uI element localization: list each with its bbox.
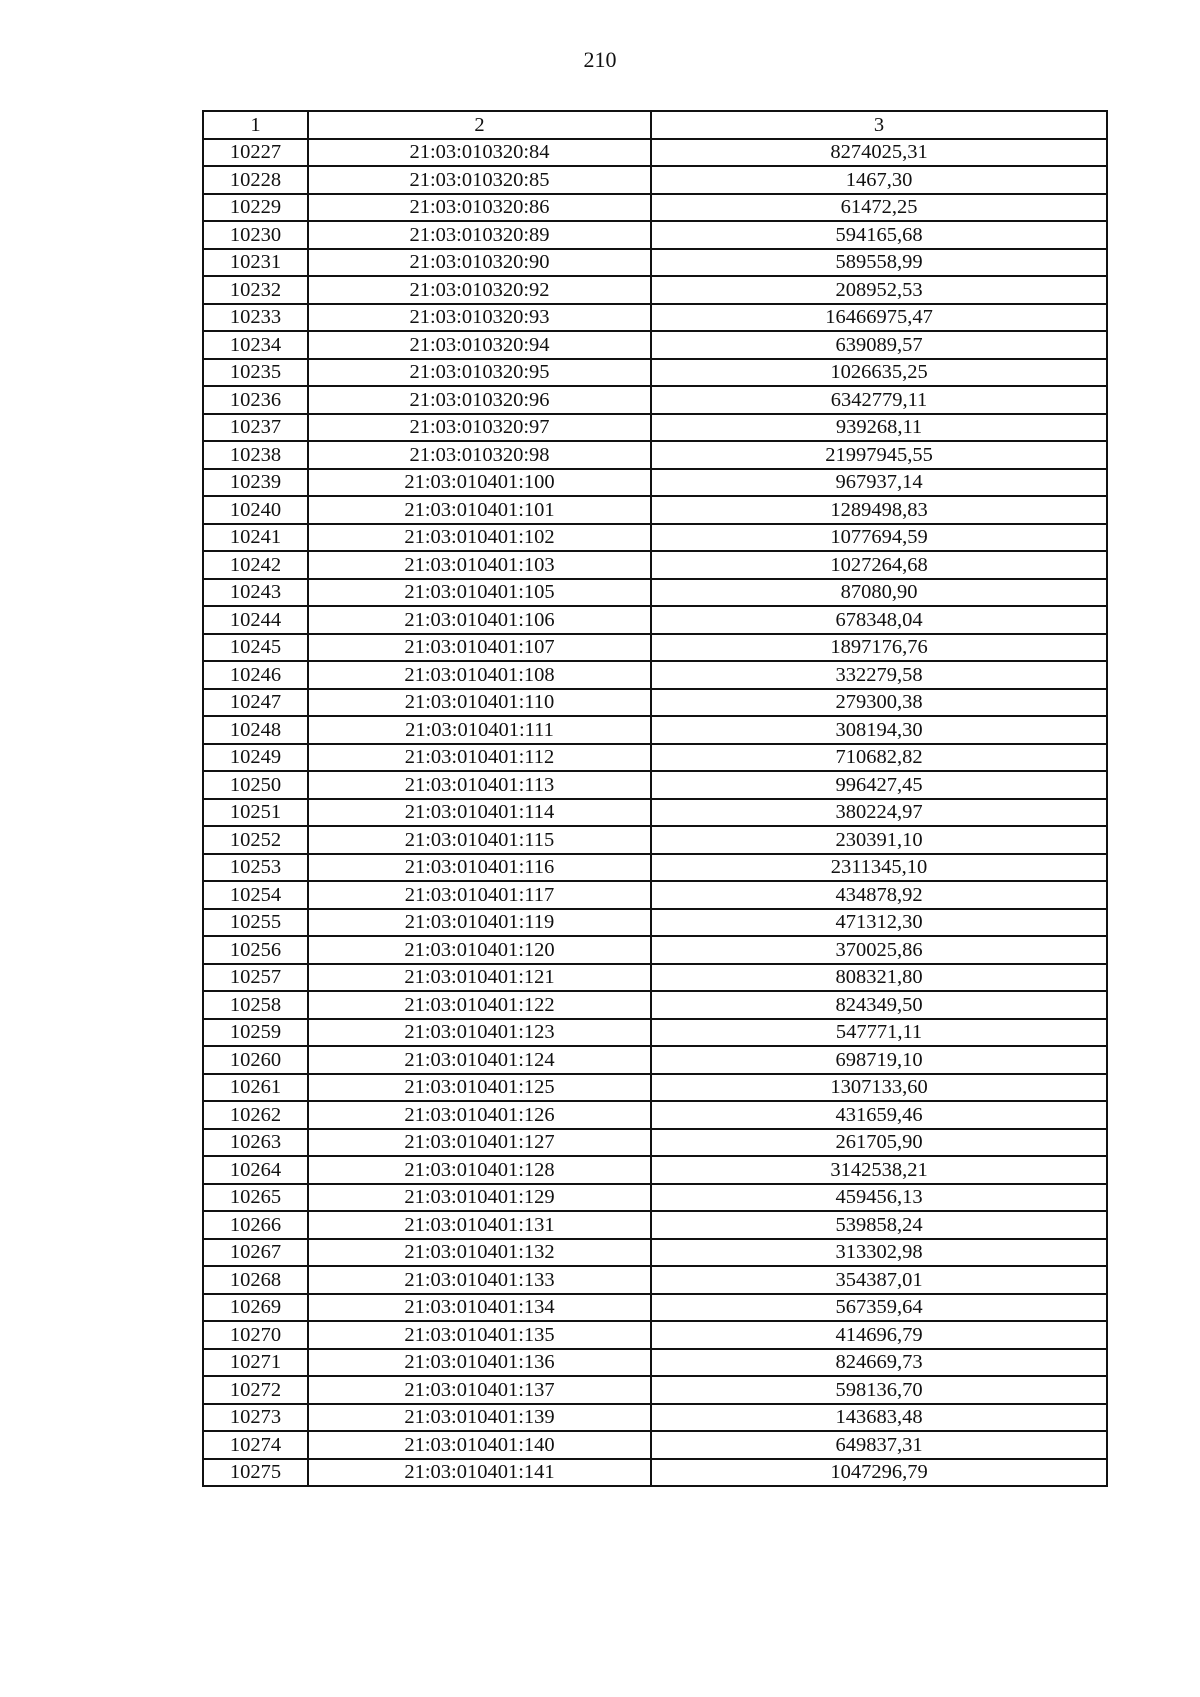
cadastral-value-cell: 230391,10 xyxy=(651,826,1107,854)
table-body xyxy=(203,139,1107,1487)
table-row xyxy=(203,881,1107,909)
cadastral-number-cell: 21:03:010401:113 xyxy=(308,771,651,799)
table-row xyxy=(203,249,1107,277)
table-row xyxy=(203,964,1107,992)
column-header-2: 2 xyxy=(308,111,651,139)
cadastral-number-cell: 21:03:010320:96 xyxy=(308,386,651,414)
row-number-cell: 10271 xyxy=(203,1349,308,1377)
table-row xyxy=(203,799,1107,827)
cadastral-value-cell: 589558,99 xyxy=(651,249,1107,277)
cadastral-value-cell: 370025,86 xyxy=(651,936,1107,964)
cadastral-number-cell: 21:03:010401:126 xyxy=(308,1101,651,1129)
table-row xyxy=(203,1349,1107,1377)
cadastral-value-cell: 996427,45 xyxy=(651,771,1107,799)
cadastral-number-cell: 21:03:010401:115 xyxy=(308,826,651,854)
row-number-cell: 10247 xyxy=(203,689,308,717)
row-number-cell: 10228 xyxy=(203,166,308,194)
cadastral-number-cell: 21:03:010401:140 xyxy=(308,1431,651,1459)
table-row xyxy=(203,1321,1107,1349)
cadastral-number-cell: 21:03:010401:125 xyxy=(308,1074,651,1102)
table-row xyxy=(203,1459,1107,1487)
column-header-3: 3 xyxy=(651,111,1107,139)
cadastral-number-cell: 21:03:010401:137 xyxy=(308,1376,651,1404)
row-number-cell: 10233 xyxy=(203,304,308,332)
row-number-cell: 10263 xyxy=(203,1129,308,1157)
table-row xyxy=(203,1019,1107,1047)
cadastral-value-cell: 21997945,55 xyxy=(651,441,1107,469)
cadastral-number-cell: 21:03:010401:132 xyxy=(308,1239,651,1267)
row-number-cell: 10227 xyxy=(203,139,308,167)
table-row xyxy=(203,1046,1107,1074)
row-number-cell: 10259 xyxy=(203,1019,308,1047)
row-number-cell: 10265 xyxy=(203,1184,308,1212)
row-number-cell: 10258 xyxy=(203,991,308,1019)
row-number-cell: 10236 xyxy=(203,386,308,414)
cadastral-number-cell: 21:03:010401:111 xyxy=(308,716,651,744)
row-number-cell: 10267 xyxy=(203,1239,308,1267)
cadastral-number-cell: 21:03:010401:127 xyxy=(308,1129,651,1157)
table-row xyxy=(203,221,1107,249)
cadastral-value-cell: 539858,24 xyxy=(651,1211,1107,1239)
row-number-cell: 10250 xyxy=(203,771,308,799)
table-row xyxy=(203,414,1107,442)
cadastral-value-cell: 2311345,10 xyxy=(651,854,1107,882)
cadastral-number-cell: 21:03:010401:110 xyxy=(308,689,651,717)
cadastral-value-cell: 1026635,25 xyxy=(651,359,1107,387)
cadastral-value-cell: 308194,30 xyxy=(651,716,1107,744)
cadastral-value-cell: 567359,64 xyxy=(651,1294,1107,1322)
table-row xyxy=(203,1129,1107,1157)
table-row xyxy=(203,1404,1107,1432)
row-number-cell: 10253 xyxy=(203,854,308,882)
cadastral-number-cell: 21:03:010401:117 xyxy=(308,881,651,909)
cadastral-value-cell: 431659,46 xyxy=(651,1101,1107,1129)
table-row xyxy=(203,276,1107,304)
row-number-cell: 10272 xyxy=(203,1376,308,1404)
table-row xyxy=(203,331,1107,359)
cadastral-number-cell: 21:03:010320:94 xyxy=(308,331,651,359)
row-number-cell: 10268 xyxy=(203,1266,308,1294)
cadastral-number-cell: 21:03:010401:106 xyxy=(308,606,651,634)
table-row xyxy=(203,744,1107,772)
row-number-cell: 10235 xyxy=(203,359,308,387)
cadastral-value-cell: 1047296,79 xyxy=(651,1459,1107,1487)
table-row xyxy=(203,469,1107,497)
row-number-cell: 10238 xyxy=(203,441,308,469)
cadastral-number-cell: 21:03:010401:105 xyxy=(308,579,651,607)
table-row xyxy=(203,1431,1107,1459)
row-number-cell: 10239 xyxy=(203,469,308,497)
table-row xyxy=(203,1156,1107,1184)
row-number-cell: 10231 xyxy=(203,249,308,277)
row-number-cell: 10251 xyxy=(203,799,308,827)
cadastral-value-cell: 1027264,68 xyxy=(651,551,1107,579)
page-number: 210 xyxy=(583,47,617,72)
cadastral-value-cell: 208952,53 xyxy=(651,276,1107,304)
table-row xyxy=(203,689,1107,717)
cadastral-value-cell: 967937,14 xyxy=(651,469,1107,497)
row-number-cell: 10255 xyxy=(203,909,308,937)
cadastral-value-cell: 261705,90 xyxy=(651,1129,1107,1157)
cadastral-value-cell: 332279,58 xyxy=(651,661,1107,689)
cadastral-value-cell: 8274025,31 xyxy=(651,139,1107,167)
cadastral-number-cell: 21:03:010401:141 xyxy=(308,1459,651,1487)
cadastral-number-cell: 21:03:010401:100 xyxy=(308,469,651,497)
cadastral-number-cell: 21:03:010320:84 xyxy=(308,139,651,167)
cadastral-value-cell: 1897176,76 xyxy=(651,634,1107,662)
row-number-cell: 10230 xyxy=(203,221,308,249)
row-number-cell: 10264 xyxy=(203,1156,308,1184)
cadastral-number-cell: 21:03:010401:116 xyxy=(308,854,651,882)
cadastral-number-cell: 21:03:010401:114 xyxy=(308,799,651,827)
column-header-1: 1 xyxy=(203,111,308,139)
cadastral-value-cell: 471312,30 xyxy=(651,909,1107,937)
cadastral-value-cell: 824669,73 xyxy=(651,1349,1107,1377)
row-number-cell: 10232 xyxy=(203,276,308,304)
cadastral-number-cell: 21:03:010401:119 xyxy=(308,909,651,937)
cadastral-value-cell: 639089,57 xyxy=(651,331,1107,359)
cadastral-number-cell: 21:03:010320:85 xyxy=(308,166,651,194)
cadastral-value-cell: 16466975,47 xyxy=(651,304,1107,332)
table-row xyxy=(203,1266,1107,1294)
table-row xyxy=(203,606,1107,634)
cadastral-value-cell: 824349,50 xyxy=(651,991,1107,1019)
cadastral-value-cell: 1289498,83 xyxy=(651,496,1107,524)
cadastral-number-cell: 21:03:010320:86 xyxy=(308,194,651,222)
row-number-cell: 10254 xyxy=(203,881,308,909)
table-row xyxy=(203,579,1107,607)
cadastral-value-cell: 313302,98 xyxy=(651,1239,1107,1267)
table-row xyxy=(203,1211,1107,1239)
cadastral-value-cell: 710682,82 xyxy=(651,744,1107,772)
cadastral-number-cell: 21:03:010401:107 xyxy=(308,634,651,662)
cadastral-value-cell: 678348,04 xyxy=(651,606,1107,634)
cadastral-value-cell: 380224,97 xyxy=(651,799,1107,827)
cadastral-number-cell: 21:03:010401:101 xyxy=(308,496,651,524)
cadastral-number-cell: 21:03:010401:139 xyxy=(308,1404,651,1432)
cadastral-number-cell: 21:03:010401:108 xyxy=(308,661,651,689)
row-number-cell: 10249 xyxy=(203,744,308,772)
cadastral-value-cell: 459456,13 xyxy=(651,1184,1107,1212)
cadastral-number-cell: 21:03:010401:134 xyxy=(308,1294,651,1322)
table-row xyxy=(203,304,1107,332)
row-number-cell: 10270 xyxy=(203,1321,308,1349)
cadastral-value-cell: 434878,92 xyxy=(651,881,1107,909)
cadastral-number-cell: 21:03:010401:135 xyxy=(308,1321,651,1349)
table-row xyxy=(203,854,1107,882)
cadastral-value-cell: 939268,11 xyxy=(651,414,1107,442)
cadastral-value-cell: 598136,70 xyxy=(651,1376,1107,1404)
cadastral-number-cell: 21:03:010401:124 xyxy=(308,1046,651,1074)
row-number-cell: 10260 xyxy=(203,1046,308,1074)
cadastral-number-cell: 21:03:010320:95 xyxy=(308,359,651,387)
table-row xyxy=(203,1184,1107,1212)
row-number-cell: 10269 xyxy=(203,1294,308,1322)
table-row xyxy=(203,1101,1107,1129)
row-number-cell: 10262 xyxy=(203,1101,308,1129)
cadastral-number-cell: 21:03:010320:93 xyxy=(308,304,651,332)
table-row xyxy=(203,661,1107,689)
table-row xyxy=(203,551,1107,579)
cadastral-number-cell: 21:03:010320:92 xyxy=(308,276,651,304)
row-number-cell: 10245 xyxy=(203,634,308,662)
cadastral-value-table xyxy=(202,110,1108,1487)
cadastral-number-cell: 21:03:010401:122 xyxy=(308,991,651,1019)
cadastral-number-cell: 21:03:010401:102 xyxy=(308,524,651,552)
cadastral-number-cell: 21:03:010401:128 xyxy=(308,1156,651,1184)
table-header xyxy=(203,111,1107,139)
row-number-cell: 10266 xyxy=(203,1211,308,1239)
row-number-cell: 10248 xyxy=(203,716,308,744)
table-row xyxy=(203,1239,1107,1267)
table-row xyxy=(203,991,1107,1019)
table-row xyxy=(203,771,1107,799)
cadastral-value-cell: 87080,90 xyxy=(651,579,1107,607)
cadastral-number-cell: 21:03:010401:131 xyxy=(308,1211,651,1239)
cadastral-value-cell: 3142538,21 xyxy=(651,1156,1107,1184)
table-row xyxy=(203,1376,1107,1404)
table-row xyxy=(203,496,1107,524)
cadastral-value-cell: 279300,38 xyxy=(651,689,1107,717)
row-number-cell: 10252 xyxy=(203,826,308,854)
table-row xyxy=(203,1074,1107,1102)
cadastral-number-cell: 21:03:010401:129 xyxy=(308,1184,651,1212)
table-row xyxy=(203,166,1107,194)
table-header-row xyxy=(203,111,1107,139)
row-number-cell: 10234 xyxy=(203,331,308,359)
cadastral-number-cell: 21:03:010320:90 xyxy=(308,249,651,277)
cadastral-number-cell: 21:03:010320:97 xyxy=(308,414,651,442)
cadastral-number-cell: 21:03:010401:133 xyxy=(308,1266,651,1294)
cadastral-value-cell: 354387,01 xyxy=(651,1266,1107,1294)
cadastral-number-cell: 21:03:010401:136 xyxy=(308,1349,651,1377)
cadastral-number-cell: 21:03:010401:123 xyxy=(308,1019,651,1047)
cadastral-number-cell: 21:03:010401:120 xyxy=(308,936,651,964)
row-number-cell: 10244 xyxy=(203,606,308,634)
table-row xyxy=(203,359,1107,387)
row-number-cell: 10229 xyxy=(203,194,308,222)
cadastral-number-cell: 21:03:010320:89 xyxy=(308,221,651,249)
cadastral-number-cell: 21:03:010320:98 xyxy=(308,441,651,469)
table-row xyxy=(203,909,1107,937)
cadastral-number-cell: 21:03:010401:112 xyxy=(308,744,651,772)
table-row xyxy=(203,936,1107,964)
table-row xyxy=(203,716,1107,744)
row-number-cell: 10240 xyxy=(203,496,308,524)
row-number-cell: 10274 xyxy=(203,1431,308,1459)
cadastral-value-cell: 1077694,59 xyxy=(651,524,1107,552)
row-number-cell: 10257 xyxy=(203,964,308,992)
row-number-cell: 10241 xyxy=(203,524,308,552)
cadastral-value-cell: 594165,68 xyxy=(651,221,1107,249)
row-number-cell: 10246 xyxy=(203,661,308,689)
row-number-cell: 10243 xyxy=(203,579,308,607)
cadastral-number-cell: 21:03:010401:121 xyxy=(308,964,651,992)
table-row xyxy=(203,524,1107,552)
table-row xyxy=(203,634,1107,662)
cadastral-number-cell: 21:03:010401:103 xyxy=(308,551,651,579)
cadastral-value-cell: 649837,31 xyxy=(651,1431,1107,1459)
cadastral-value-cell: 6342779,11 xyxy=(651,386,1107,414)
row-number-cell: 10256 xyxy=(203,936,308,964)
row-number-cell: 10275 xyxy=(203,1459,308,1487)
table-row xyxy=(203,139,1107,167)
cadastral-value-cell: 1307133,60 xyxy=(651,1074,1107,1102)
cadastral-value-cell: 547771,11 xyxy=(651,1019,1107,1047)
table-row xyxy=(203,1294,1107,1322)
cadastral-value-cell: 143683,48 xyxy=(651,1404,1107,1432)
table-row xyxy=(203,386,1107,414)
cadastral-value-cell: 698719,10 xyxy=(651,1046,1107,1074)
row-number-cell: 10242 xyxy=(203,551,308,579)
cadastral-value-cell: 1467,30 xyxy=(651,166,1107,194)
table-row xyxy=(203,194,1107,222)
row-number-cell: 10273 xyxy=(203,1404,308,1432)
cadastral-value-cell: 61472,25 xyxy=(651,194,1107,222)
cadastral-value-cell: 414696,79 xyxy=(651,1321,1107,1349)
row-number-cell: 10237 xyxy=(203,414,308,442)
cadastral-value-cell: 808321,80 xyxy=(651,964,1107,992)
row-number-cell: 10261 xyxy=(203,1074,308,1102)
table-row xyxy=(203,441,1107,469)
table-row xyxy=(203,826,1107,854)
